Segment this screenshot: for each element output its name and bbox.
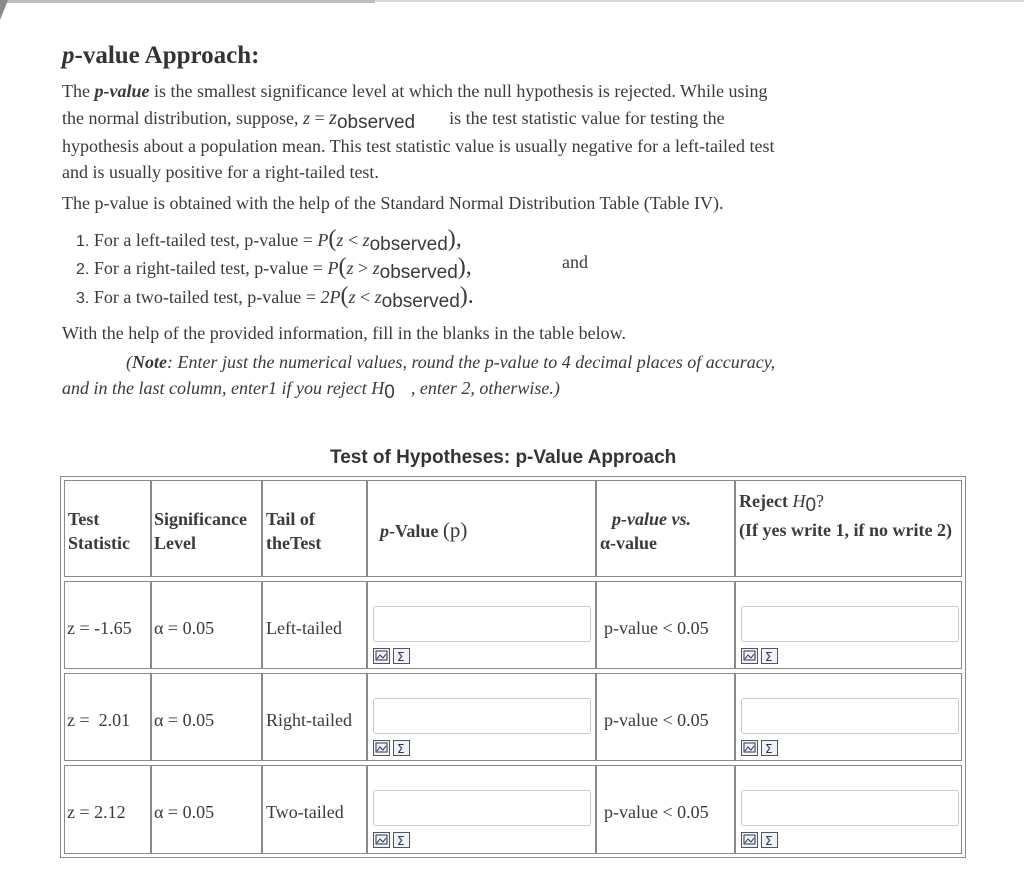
table-row-1-tail: Left-tailed [262,581,367,669]
svg-text:Σ: Σ [765,650,773,663]
equation-tool-icon[interactable] [393,740,410,756]
reject-input-row-1[interactable] [741,606,959,642]
svg-text:Σ: Σ [397,650,405,663]
table-row-2-pvalue-cell [367,673,596,761]
table-row-3-z: z = 2.12 [64,765,151,854]
svg-text:Σ: Σ [765,742,773,755]
header-pvalue-vs-alpha: p-value vs. α-value [596,480,735,577]
reject-tools-row-3 [741,832,778,848]
reject-input-row-2[interactable] [741,698,959,734]
image-tool-icon[interactable] [741,832,758,848]
reject-tools-row-1 [741,648,778,664]
hypothesis-table [60,476,966,858]
table-row-2-alpha: α = 0.05 [151,673,262,761]
image-tool-icon[interactable] [373,648,390,664]
pvalue-input-row-2[interactable] [373,698,591,734]
svg-text:Σ: Σ [397,834,405,847]
image-tool-icon[interactable] [741,740,758,756]
input-tools-row-3 [373,832,410,848]
title-italic: p [62,42,75,69]
table-row-1-alpha: α = 0.05 [151,581,262,669]
table-row-3-tail: Two-tailed [262,765,367,854]
corner-tab [0,0,8,20]
table-title: Test of Hypotheses: p-Value Approach [330,447,677,468]
table-row-3-compare: p-value < 0.05 [596,765,735,854]
list-item-left-tailed: 1. For a left-tailed test, p-value = P(z < zobserved), [76,226,462,255]
input-tools-row-1 [373,648,410,664]
header-test-statistic: Test Statistic [64,480,151,577]
svg-text:Σ: Σ [397,742,405,755]
table-row-3-alpha: α = 0.05 [151,765,262,854]
list-item-right-tailed: 2. For a right-tailed test, p-value = P(z > zobserved), [76,254,472,283]
table-row-1-pvalue-cell [367,581,596,669]
note-line-1: (Note: Enter just the numerical values, round the p-value to 4 decimal places of accuracy, [126,352,776,372]
intro-line-4: and is usually positive for a right-tailed test. [62,162,379,182]
table-row-2-z: z = 2.01 [64,673,151,761]
top-border-accent [0,0,375,3]
reject-tools-row-2 [741,740,778,756]
pvalue-input-row-1[interactable] [373,606,591,642]
image-tool-icon[interactable] [741,648,758,664]
intro-line-3: hypothesis about a population mean. This test statistic value is usually negative for a left-tailed test [62,136,775,156]
equation-tool-icon[interactable] [761,740,778,756]
table-row-3-reject-cell [735,765,962,854]
list-item-two-tailed: 3. For a two-tailed test, p-value = 2P(z < zobserved). [76,283,474,312]
table-row-3-pvalue-cell [367,765,596,854]
table-row-1-reject-cell [735,581,962,669]
svg-text:Σ: Σ [765,834,773,847]
equation-tool-icon[interactable] [761,832,778,848]
instruction: With the help of the provided information, fill in the blanks in the table below. [62,323,626,343]
note-line-2: and in the last column, enter1 if you reject H0 , enter 2, otherwise.) [62,378,560,403]
table-row-1-compare: p-value < 0.05 [596,581,735,669]
header-reject-h0: Reject H0? (If yes write 1, if no write 2) [735,480,962,577]
intro-line-2: the normal distribution, suppose, z = zobserved is the test statistic value for testing the [62,107,725,133]
header-p-value: p-Value (p) [367,480,596,577]
header-tail: Tail of theTest [262,480,367,577]
intro-line-5: The p-value is obtained with the help of the Standard Normal Distribution Table (Table IV). [62,193,724,213]
input-tools-row-2 [373,740,410,756]
table-row-2-tail: Right-tailed [262,673,367,761]
and-label: and [562,252,588,272]
image-tool-icon[interactable] [373,832,390,848]
image-tool-icon[interactable] [373,740,390,756]
title-text: -value Approach: [74,42,260,69]
equation-tool-icon[interactable] [761,648,778,664]
intro-line-1: The p-value is the smallest significance level at which the null hypothesis is rejected. While using [62,81,768,101]
table-row-2-compare: p-value < 0.05 [596,673,735,761]
page-title [62,42,259,70]
reject-input-row-3[interactable] [741,790,959,826]
header-significance-level: Significance Level [151,480,262,577]
table-row-1-z: z = -1.65 [64,581,151,669]
table-row-2-reject-cell [735,673,962,761]
pvalue-input-row-3[interactable] [373,790,591,826]
equation-tool-icon[interactable] [393,648,410,664]
equation-tool-icon[interactable] [393,832,410,848]
